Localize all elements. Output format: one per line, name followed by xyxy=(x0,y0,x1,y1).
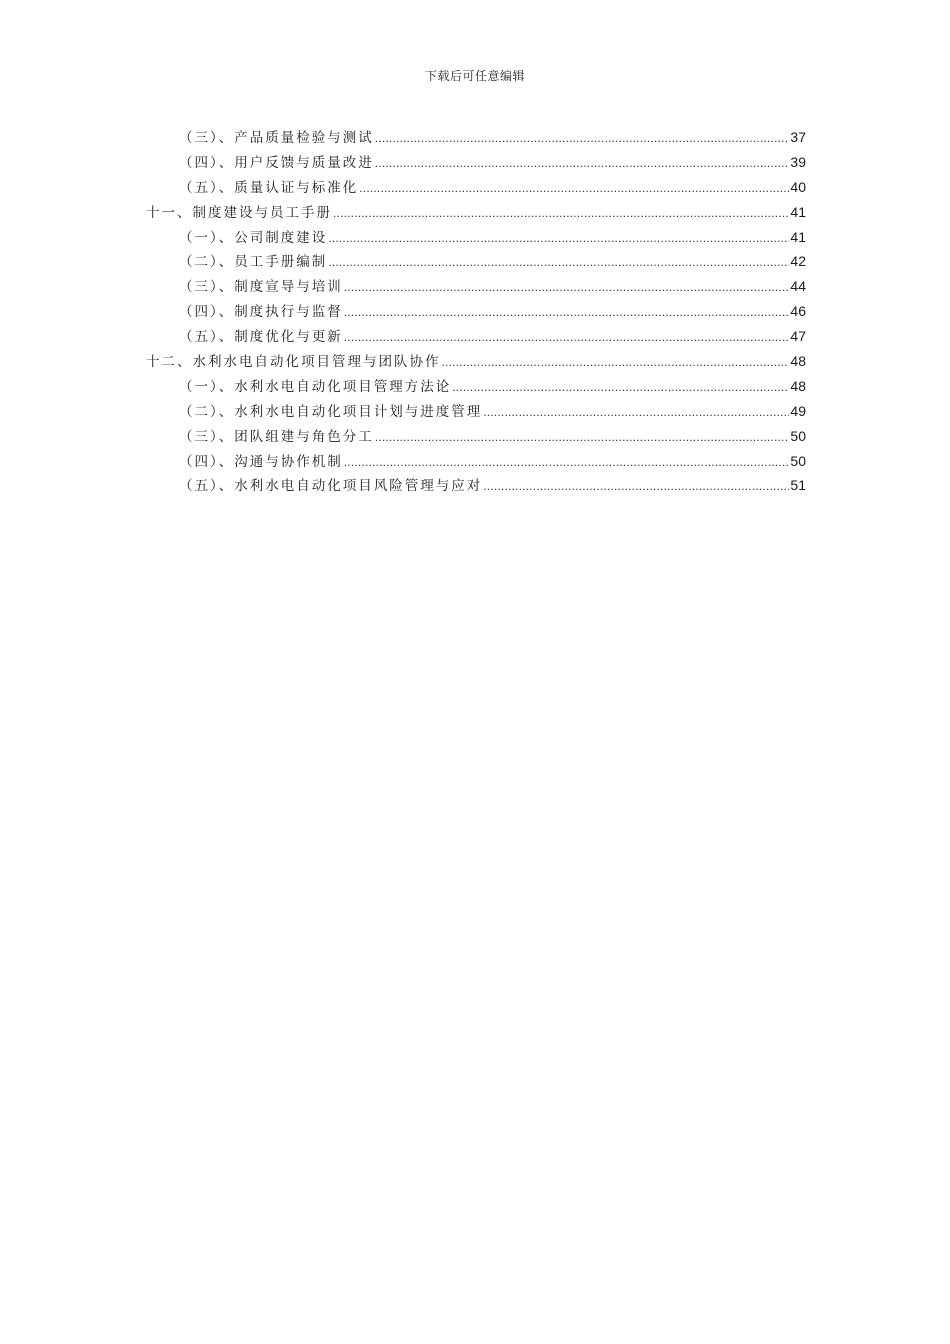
table-of-contents xyxy=(146,126,806,499)
toc-entry-label: 十一、制度建设与员工手册 xyxy=(146,204,332,221)
toc-dot-leader xyxy=(375,130,790,146)
toc-entry-label: 十二、水利水电自动化项目管理与团队协作 xyxy=(146,354,441,371)
toc-entry-label: （二）、水利水电自动化项目计划与进度管理 xyxy=(179,403,483,420)
toc-entry-label: （三）、产品质量检验与测试 xyxy=(179,130,374,146)
toc-dot-leader xyxy=(359,180,789,196)
toc-entry[interactable] xyxy=(146,450,806,475)
toc-dot-leader xyxy=(483,478,789,494)
toc-entry-label: （一）、水利水电自动化项目管理方法论 xyxy=(179,378,452,395)
toc-chapter-entry[interactable] xyxy=(146,201,806,226)
toc-page-number: 47 xyxy=(790,328,806,345)
toc-entry-label: （三）、团队组建与角色分工 xyxy=(179,428,374,445)
toc-entry[interactable] xyxy=(146,400,806,425)
toc-entry[interactable] xyxy=(146,250,806,275)
toc-page-number: 50 xyxy=(790,452,806,469)
toc-page-number: 49 xyxy=(790,402,806,419)
toc-dot-leader xyxy=(375,155,790,171)
toc-entry-label: （四）、制度执行与监督 xyxy=(179,304,343,321)
toc-entry-label: （五）、制度优化与更新 xyxy=(179,329,343,346)
toc-entry[interactable] xyxy=(146,151,806,176)
toc-entry[interactable] xyxy=(146,226,806,251)
toc-chapter-entry[interactable] xyxy=(146,350,806,375)
toc-page-number: 48 xyxy=(790,353,806,370)
toc-dot-leader xyxy=(333,205,789,221)
toc-dot-leader xyxy=(483,404,789,420)
toc-entry[interactable] xyxy=(146,474,806,499)
toc-page-number: 42 xyxy=(790,253,806,270)
toc-dot-leader xyxy=(344,279,790,295)
toc-entry[interactable] xyxy=(146,176,806,201)
toc-dot-leader xyxy=(328,230,789,246)
toc-entry-label: （三）、制度宣导与培训 xyxy=(179,279,343,296)
toc-entry-label: （五）、水利水电自动化项目风险管理与应对 xyxy=(179,478,483,495)
toc-page-number: 50 xyxy=(790,427,806,444)
toc-page-number: 46 xyxy=(790,303,806,320)
toc-dot-leader xyxy=(442,354,790,370)
toc-page-number: 37 xyxy=(790,129,806,145)
toc-dot-leader xyxy=(328,254,789,270)
toc-page-number: 41 xyxy=(790,228,806,245)
toc-entry-label: （二）、员工手册编制 xyxy=(179,254,328,271)
toc-entry[interactable] xyxy=(146,126,806,151)
toc-entry[interactable] xyxy=(146,375,806,400)
toc-page-number: 41 xyxy=(790,203,806,220)
page-header-note: 下载后可任意编辑 xyxy=(424,69,525,83)
toc-entry-label: （一）、公司制度建设 xyxy=(179,229,328,246)
toc-entry-label: （五）、质量认证与标准化 xyxy=(179,179,359,196)
toc-entry-label: （四）、沟通与协作机制 xyxy=(179,453,343,470)
toc-entry[interactable] xyxy=(146,425,806,450)
toc-dot-leader xyxy=(375,429,790,445)
toc-dot-leader xyxy=(452,379,789,395)
toc-page-number: 51 xyxy=(790,477,806,494)
toc-entry[interactable] xyxy=(146,300,806,325)
toc-dot-leader xyxy=(344,329,790,345)
toc-page-number: 39 xyxy=(790,153,806,170)
toc-entry-label: （四）、用户反馈与质量改进 xyxy=(179,154,374,171)
toc-page-number: 44 xyxy=(790,278,806,295)
toc-page-number: 40 xyxy=(790,178,806,195)
toc-page-number: 48 xyxy=(790,377,806,394)
toc-entry[interactable] xyxy=(146,325,806,350)
toc-dot-leader xyxy=(344,454,790,470)
toc-dot-leader xyxy=(344,304,790,320)
toc-entry[interactable] xyxy=(146,275,806,300)
